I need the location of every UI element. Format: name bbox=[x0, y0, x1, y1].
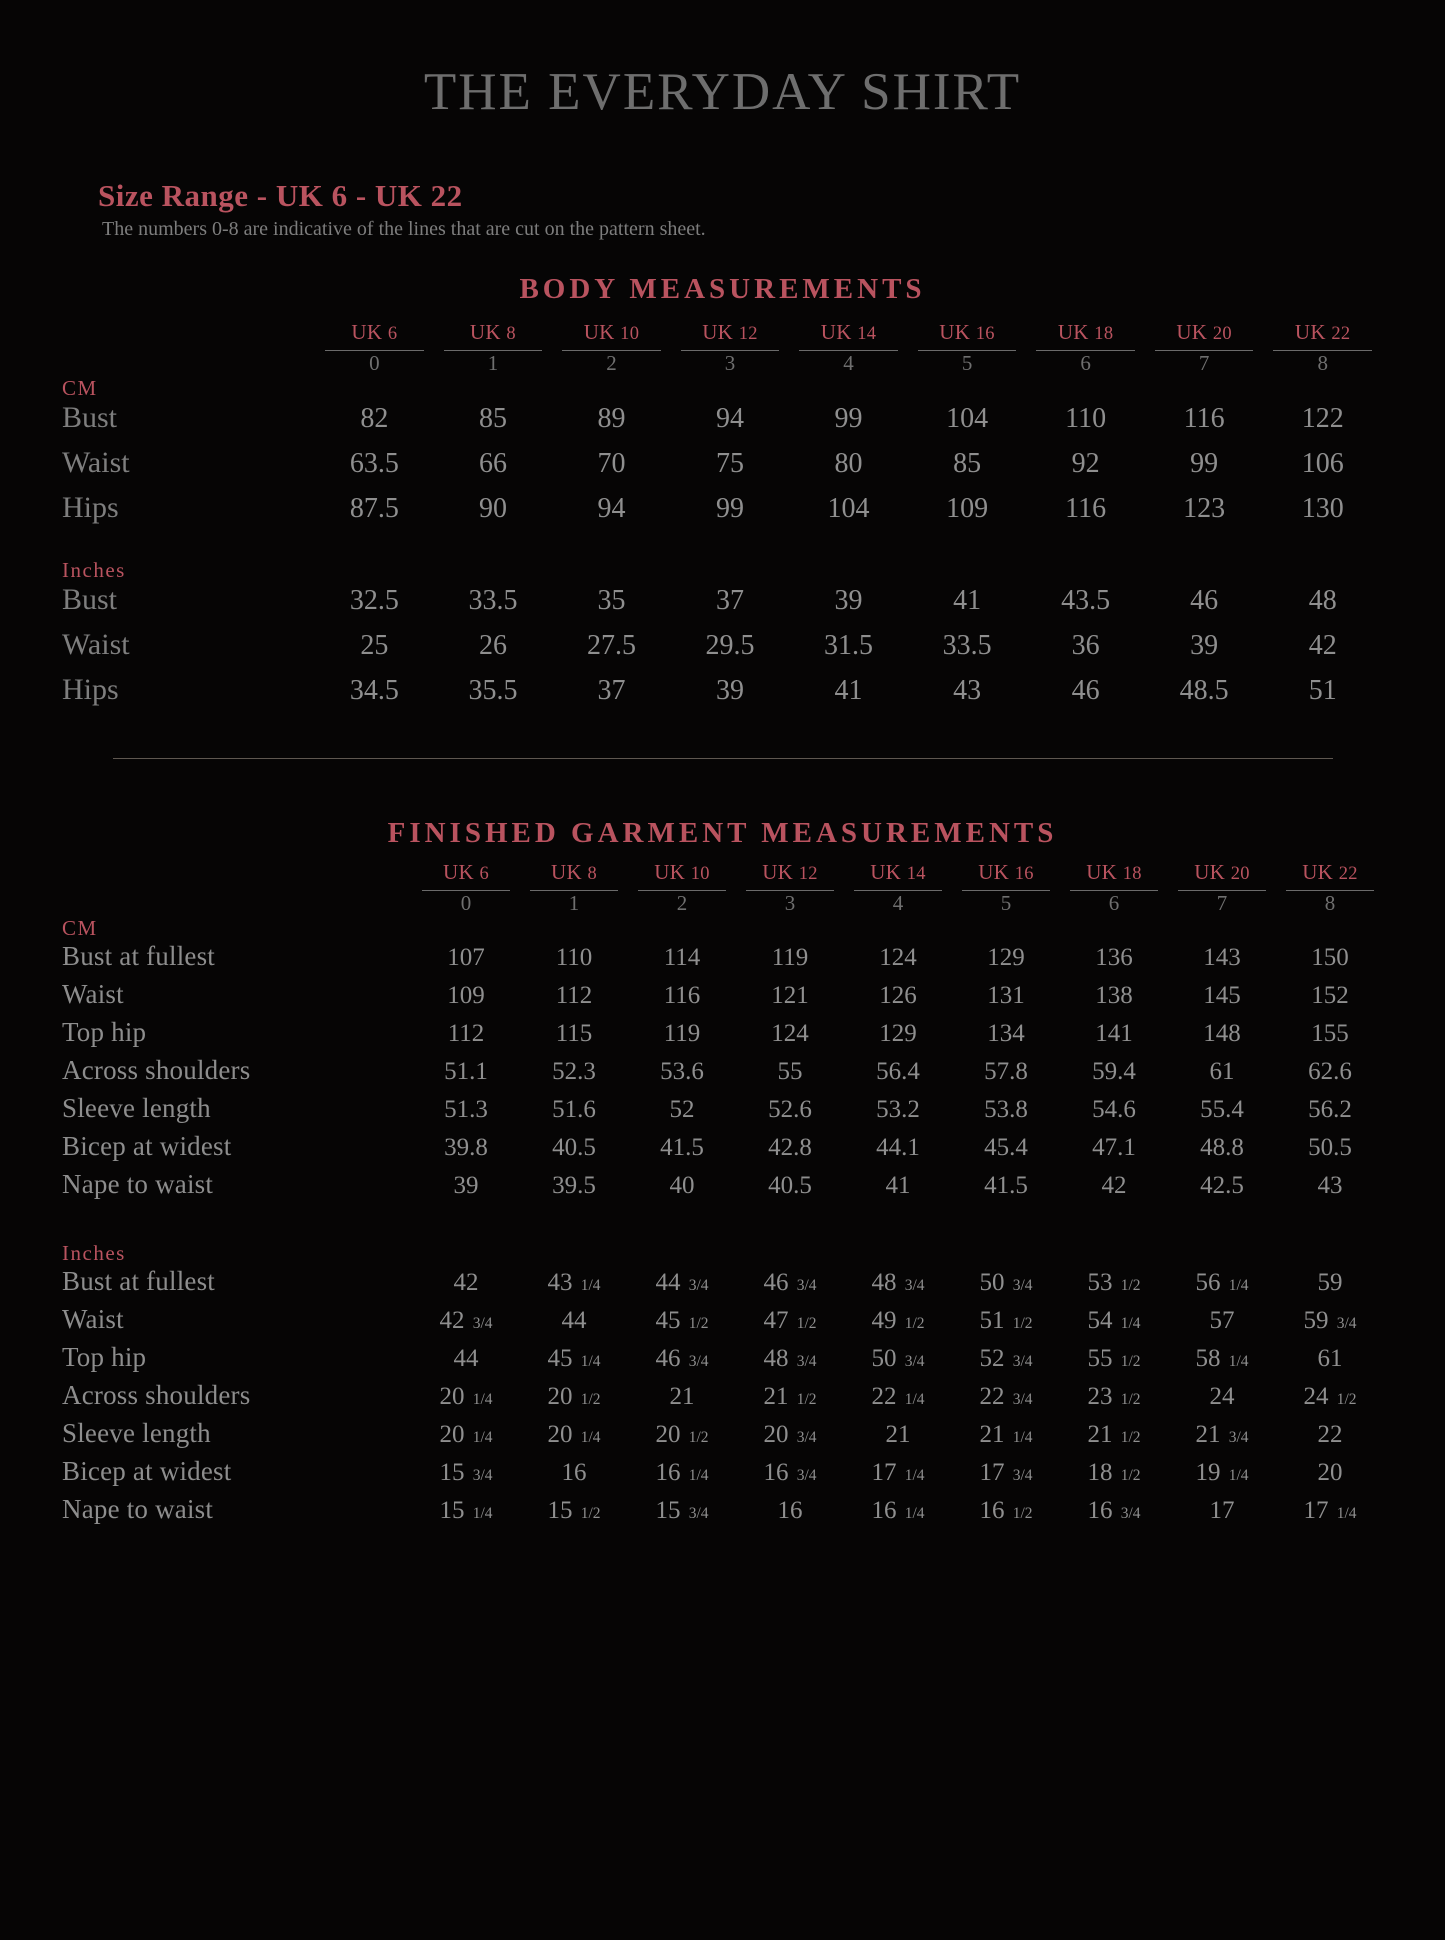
cell-value: 59 3/4 bbox=[1303, 1307, 1357, 1334]
row-label: Bicep at widest bbox=[62, 1456, 232, 1486]
cell-value: 115 bbox=[555, 1020, 593, 1047]
cell-value: 26 bbox=[478, 630, 507, 661]
cell-value: 35.5 bbox=[468, 675, 518, 706]
cell-value: 110 bbox=[1065, 403, 1107, 434]
cell-value: 119 bbox=[663, 1020, 701, 1047]
size-range-heading: Size Range - UK 6 - UK 22 bbox=[98, 178, 463, 213]
line-number-6: 6 bbox=[1080, 351, 1091, 375]
cell-value: 52.6 bbox=[768, 1096, 812, 1123]
cell-value: 17 bbox=[1209, 1497, 1235, 1524]
line-number-2: 2 bbox=[676, 891, 688, 915]
row-label: Sleeve length bbox=[62, 1418, 211, 1448]
cell-value: 89 bbox=[597, 403, 626, 434]
body-measurements-heading: BODY MEASUREMENTS bbox=[519, 273, 926, 305]
row-label: Waist bbox=[62, 1304, 124, 1334]
cell-value: 16 3/4 bbox=[763, 1459, 817, 1486]
row-label: Nape to waist bbox=[62, 1169, 214, 1199]
cell-value: 24 1/2 bbox=[1303, 1383, 1357, 1410]
cell-value: 82 bbox=[360, 403, 389, 434]
cell-value: 43 bbox=[953, 675, 982, 706]
cell-value: 43 1/4 bbox=[547, 1269, 601, 1296]
cell-value: 50 3/4 bbox=[979, 1269, 1033, 1296]
cell-value: 107 bbox=[447, 944, 485, 971]
table-row bbox=[62, 1169, 1384, 1207]
cell-value: 22 1/4 bbox=[871, 1383, 925, 1410]
cell-value: 99 bbox=[834, 403, 863, 434]
column-header-22: UK 22 bbox=[1302, 860, 1358, 884]
cell-value: 43 bbox=[1317, 1172, 1343, 1199]
row-label: Waist bbox=[62, 628, 130, 661]
section-spacer bbox=[62, 536, 1382, 558]
table-row bbox=[62, 583, 1382, 628]
cell-value: 16 bbox=[777, 1497, 803, 1524]
cell-value: 61 bbox=[1317, 1345, 1343, 1372]
cell-value: 42 bbox=[1308, 630, 1337, 661]
cell-value: 21 1/2 bbox=[763, 1383, 817, 1410]
cell-value: 148 bbox=[1203, 1020, 1241, 1047]
cell-value: 99 bbox=[1190, 448, 1219, 479]
row-label: Bust at fullest bbox=[62, 1266, 215, 1296]
line-number-7: 7 bbox=[1216, 891, 1228, 915]
unit-row-inches bbox=[62, 1241, 1384, 1266]
cell-value: 16 1/4 bbox=[871, 1497, 925, 1524]
cell-value: 44 bbox=[453, 1345, 479, 1372]
unit-label-inches: Inches bbox=[62, 1241, 126, 1265]
cell-value: 152 bbox=[1311, 982, 1349, 1009]
header-corner bbox=[62, 320, 315, 345]
cell-value: 39.5 bbox=[552, 1172, 596, 1199]
cell-value: 21 1/4 bbox=[979, 1421, 1033, 1448]
column-header-10: UK 10 bbox=[654, 860, 710, 884]
column-header-8: UK 8 bbox=[469, 320, 516, 344]
line-number-row bbox=[62, 351, 1382, 376]
cell-value: 17 1/4 bbox=[871, 1459, 925, 1486]
cell-value: 46 bbox=[1190, 585, 1219, 616]
cell-value: 124 bbox=[771, 1020, 809, 1047]
table-row bbox=[62, 1266, 1384, 1304]
row-label: Hips bbox=[62, 673, 119, 706]
cell-value: 48.8 bbox=[1200, 1134, 1244, 1161]
cell-value: 39.8 bbox=[444, 1134, 488, 1161]
column-header-20: UK 20 bbox=[1176, 320, 1232, 344]
line-number-4: 4 bbox=[892, 891, 904, 915]
unit-label-cm: CM bbox=[62, 916, 98, 940]
cell-value: 48.5 bbox=[1179, 675, 1229, 706]
size-range-note: The numbers 0-8 are indicative of the lines that are cut on the pattern sheet. bbox=[102, 218, 706, 240]
cell-value: 150 bbox=[1311, 944, 1349, 971]
cell-value: 87.5 bbox=[349, 493, 399, 524]
cell-value: 40.5 bbox=[768, 1172, 812, 1199]
table-row bbox=[62, 491, 1382, 536]
cell-value: 44 bbox=[561, 1307, 587, 1334]
section-spacer bbox=[62, 1207, 1384, 1241]
cell-value: 46 3/4 bbox=[763, 1269, 817, 1296]
cell-value: 99 bbox=[716, 493, 744, 524]
cell-value: 70 bbox=[597, 448, 626, 479]
table-row bbox=[62, 979, 1384, 1017]
cell-value: 85 bbox=[953, 448, 982, 479]
cell-value: 42 bbox=[1101, 1172, 1127, 1199]
cell-value: 24 bbox=[1209, 1383, 1235, 1410]
table-row bbox=[62, 1342, 1384, 1380]
row-label: Hips bbox=[62, 491, 119, 524]
row-label: Sleeve length bbox=[62, 1093, 211, 1123]
cell-value: 51 bbox=[1308, 675, 1337, 706]
finished-garment-body bbox=[62, 860, 1384, 941]
cell-value: 92 bbox=[1071, 448, 1100, 479]
cell-value: 42.5 bbox=[1200, 1172, 1244, 1199]
finished-garment-heading: FINISHED GARMENT MEASUREMENTS bbox=[387, 817, 1058, 849]
cell-value: 104 bbox=[946, 403, 989, 434]
column-header-14: UK 14 bbox=[820, 320, 877, 344]
table-row bbox=[62, 1456, 1384, 1494]
cell-value: 32.5 bbox=[349, 585, 399, 616]
cell-value: 138 bbox=[1095, 982, 1133, 1009]
row-label: Bust at fullest bbox=[62, 941, 215, 971]
cell-value: 109 bbox=[946, 493, 989, 524]
cell-value: 53.8 bbox=[984, 1096, 1028, 1123]
cell-value: 41 bbox=[834, 675, 863, 706]
table-row bbox=[62, 1380, 1384, 1418]
cell-value: 34.5 bbox=[349, 675, 399, 706]
cell-value: 51.6 bbox=[552, 1096, 596, 1123]
row-label: Top hip bbox=[62, 1342, 147, 1372]
column-header-16: UK 16 bbox=[978, 860, 1034, 884]
column-header-row bbox=[62, 320, 1382, 345]
cell-value: 134 bbox=[987, 1020, 1025, 1047]
cell-value: 37 bbox=[716, 585, 744, 616]
cell-value: 31.5 bbox=[824, 630, 874, 661]
cell-value: 112 bbox=[555, 982, 593, 1009]
cell-value: 23 1/2 bbox=[1087, 1383, 1141, 1410]
row-label: Waist bbox=[62, 446, 130, 479]
body-measurements-body bbox=[62, 320, 1382, 401]
cell-value: 40.5 bbox=[552, 1134, 596, 1161]
cell-value: 20 1/4 bbox=[439, 1383, 493, 1410]
cell-value: 54 1/4 bbox=[1087, 1307, 1141, 1334]
row-label: Waist bbox=[62, 979, 124, 1009]
cell-value: 45.4 bbox=[984, 1134, 1028, 1161]
line-number-3: 3 bbox=[784, 891, 796, 915]
cell-value: 35 bbox=[597, 585, 626, 616]
cell-value: 53 1/2 bbox=[1087, 1269, 1141, 1296]
cell-value: 20 3/4 bbox=[763, 1421, 817, 1448]
cell-value: 54.6 bbox=[1092, 1096, 1136, 1123]
line-number-1: 1 bbox=[568, 891, 580, 915]
body-measurements-table bbox=[62, 320, 1382, 718]
cell-value: 15 3/4 bbox=[655, 1497, 709, 1524]
cell-value: 22 3/4 bbox=[979, 1383, 1033, 1410]
cell-value: 39 bbox=[1190, 630, 1219, 661]
cell-value: 15 3/4 bbox=[439, 1459, 493, 1486]
cell-value: 123 bbox=[1183, 493, 1226, 524]
cell-value: 145 bbox=[1203, 982, 1241, 1009]
cell-value: 43.5 bbox=[1061, 585, 1111, 616]
header-corner bbox=[62, 860, 412, 885]
cell-value: 122 bbox=[1301, 403, 1344, 434]
cell-value: 116 bbox=[1065, 493, 1107, 524]
finished-garment-table bbox=[62, 860, 1384, 1532]
cell-value: 45 1/2 bbox=[655, 1307, 709, 1334]
table-row bbox=[62, 673, 1382, 718]
cell-value: 20 bbox=[1317, 1459, 1343, 1486]
cell-value: 50 3/4 bbox=[871, 1345, 925, 1372]
cell-value: 112 bbox=[447, 1020, 485, 1047]
cell-value: 58 1/4 bbox=[1195, 1345, 1249, 1372]
cell-value: 39 bbox=[716, 675, 744, 706]
table-row bbox=[62, 1093, 1384, 1131]
table-row bbox=[62, 1017, 1384, 1055]
column-header-6: UK 6 bbox=[442, 860, 490, 884]
cell-value: 49 1/2 bbox=[871, 1307, 925, 1334]
row-label: Bust bbox=[62, 401, 118, 434]
cell-value: 41 bbox=[953, 585, 982, 616]
line-number-2: 2 bbox=[606, 351, 617, 375]
cell-value: 44 3/4 bbox=[655, 1269, 709, 1296]
cell-value: 47.1 bbox=[1092, 1134, 1136, 1161]
unit-row-cm bbox=[62, 916, 1384, 941]
cell-value: 119 bbox=[771, 944, 809, 971]
row-label: Across shoulders bbox=[62, 1380, 251, 1410]
line-number-7: 7 bbox=[1198, 351, 1210, 375]
cell-value: 94 bbox=[716, 403, 744, 434]
row-label: Across shoulders bbox=[62, 1055, 251, 1085]
cell-value: 109 bbox=[447, 982, 485, 1009]
linenum-corner bbox=[62, 891, 412, 916]
cell-value: 44.1 bbox=[876, 1134, 920, 1161]
cell-value: 33.5 bbox=[468, 585, 518, 616]
row-label: Bust bbox=[62, 583, 118, 616]
cell-value: 47 1/2 bbox=[763, 1307, 817, 1334]
cell-value: 129 bbox=[987, 944, 1025, 971]
page-title: THE EVERYDAY SHIRT bbox=[423, 63, 1022, 121]
cell-value: 126 bbox=[879, 982, 917, 1009]
linenum-corner bbox=[62, 351, 315, 376]
cell-value: 16 bbox=[561, 1459, 587, 1486]
cell-value: 42 3/4 bbox=[439, 1307, 493, 1334]
column-header-12: UK 12 bbox=[702, 320, 758, 344]
table-row bbox=[62, 1131, 1384, 1169]
cell-value: 16 3/4 bbox=[1087, 1497, 1141, 1524]
cell-value: 16 1/4 bbox=[655, 1459, 709, 1486]
cell-value: 53.6 bbox=[660, 1058, 704, 1085]
cell-value: 106 bbox=[1301, 448, 1344, 479]
line-number-1: 1 bbox=[487, 351, 499, 375]
row-label: Nape to waist bbox=[62, 1494, 214, 1524]
line-number-3: 3 bbox=[724, 351, 736, 375]
cell-value: 17 1/4 bbox=[1303, 1497, 1357, 1524]
line-number-row bbox=[62, 891, 1384, 916]
cell-value: 42 bbox=[453, 1269, 479, 1296]
unit-label-cm: CM bbox=[62, 376, 98, 400]
cell-value: 48 bbox=[1308, 585, 1337, 616]
cell-value: 59 bbox=[1317, 1269, 1343, 1296]
cell-value: 155 bbox=[1311, 1020, 1349, 1047]
table-row bbox=[62, 628, 1382, 673]
cell-value: 21 bbox=[669, 1383, 695, 1410]
cell-value: 55.4 bbox=[1200, 1096, 1244, 1123]
table-row bbox=[62, 401, 1382, 446]
column-header-12: UK 12 bbox=[762, 860, 818, 884]
line-number-8: 8 bbox=[1317, 351, 1328, 375]
cell-value: 15 1/2 bbox=[547, 1497, 601, 1524]
size-range-block bbox=[0, 178, 1445, 241]
cell-value: 48 3/4 bbox=[871, 1269, 925, 1296]
cell-value: 27.5 bbox=[586, 630, 636, 661]
line-number-5: 5 bbox=[961, 351, 973, 375]
column-header-16: UK 16 bbox=[939, 320, 995, 344]
column-header-10: UK 10 bbox=[583, 320, 640, 344]
table-row bbox=[62, 446, 1382, 491]
table-row bbox=[62, 1494, 1384, 1532]
cell-value: 57 bbox=[1209, 1307, 1235, 1334]
cell-value: 20 1/4 bbox=[439, 1421, 493, 1448]
cell-value: 55 1/2 bbox=[1087, 1345, 1141, 1372]
cell-value: 116 bbox=[663, 982, 701, 1009]
cell-value: 116 bbox=[1183, 403, 1225, 434]
cell-value: 114 bbox=[663, 944, 701, 971]
unit-row-cm bbox=[62, 376, 1382, 401]
cell-value: 51.1 bbox=[444, 1058, 488, 1085]
cell-value: 15 1/4 bbox=[439, 1497, 493, 1524]
row-label: Top hip bbox=[62, 1017, 147, 1047]
cell-value: 42.8 bbox=[768, 1134, 812, 1161]
unit-row-inches bbox=[62, 558, 1382, 583]
cell-value: 21 3/4 bbox=[1195, 1421, 1249, 1448]
column-header-8: UK 8 bbox=[550, 860, 598, 884]
cell-value: 85 bbox=[478, 403, 507, 434]
cell-value: 55 bbox=[777, 1058, 803, 1085]
cell-value: 21 1/2 bbox=[1087, 1421, 1141, 1448]
line-number-0: 0 bbox=[460, 891, 472, 915]
cell-value: 80 bbox=[834, 448, 863, 479]
line-number-8: 8 bbox=[1324, 891, 1336, 915]
cell-value: 20 1/2 bbox=[655, 1421, 709, 1448]
cell-value: 56 1/4 bbox=[1195, 1269, 1249, 1296]
cell-value: 110 bbox=[555, 944, 593, 971]
column-header-20: UK 20 bbox=[1194, 860, 1250, 884]
cell-value: 25 bbox=[360, 630, 389, 661]
cell-value: 141 bbox=[1095, 1020, 1133, 1047]
section-divider bbox=[113, 758, 1333, 759]
table-row bbox=[62, 941, 1384, 979]
cell-value: 53.2 bbox=[876, 1096, 920, 1123]
column-header-14: UK 14 bbox=[870, 860, 926, 884]
cell-value: 129 bbox=[879, 1020, 917, 1047]
cell-value: 17 3/4 bbox=[979, 1459, 1033, 1486]
cell-value: 131 bbox=[987, 982, 1025, 1009]
cell-value: 59.4 bbox=[1092, 1058, 1136, 1085]
cell-value: 36 bbox=[1071, 630, 1100, 661]
cell-value: 124 bbox=[879, 944, 917, 971]
cell-value: 104 bbox=[827, 493, 870, 524]
cell-value: 90 bbox=[478, 493, 507, 524]
cell-value: 37 bbox=[597, 675, 626, 706]
cell-value: 52 3/4 bbox=[979, 1345, 1033, 1372]
line-number-4: 4 bbox=[843, 351, 854, 375]
column-header-18: UK 18 bbox=[1086, 860, 1142, 884]
cell-value: 94 bbox=[597, 493, 626, 524]
cell-value: 20 1/2 bbox=[547, 1383, 601, 1410]
cell-value: 41.5 bbox=[984, 1172, 1028, 1199]
cell-value: 50.5 bbox=[1308, 1134, 1352, 1161]
cell-value: 51.3 bbox=[444, 1096, 488, 1123]
cell-value: 46 bbox=[1071, 675, 1100, 706]
cell-value: 18 1/2 bbox=[1087, 1459, 1141, 1486]
column-header-18: UK 18 bbox=[1057, 320, 1114, 344]
cell-value: 75 bbox=[716, 448, 744, 479]
cell-value: 16 1/2 bbox=[979, 1497, 1033, 1524]
cell-value: 63.5 bbox=[349, 448, 399, 479]
table-row bbox=[62, 1418, 1384, 1456]
column-header-6: UK 6 bbox=[351, 320, 398, 344]
cell-value: 40 bbox=[669, 1172, 695, 1199]
line-number-5: 5 bbox=[1000, 891, 1012, 915]
table-row bbox=[62, 1304, 1384, 1342]
cell-value: 61 bbox=[1209, 1058, 1235, 1085]
column-header-22: UK 22 bbox=[1294, 320, 1351, 344]
cell-value: 41 bbox=[885, 1172, 911, 1199]
cell-value: 41.5 bbox=[660, 1134, 704, 1161]
table-row bbox=[62, 1055, 1384, 1093]
column-header-row bbox=[62, 860, 1384, 885]
cell-value: 143 bbox=[1203, 944, 1241, 971]
line-number-0: 0 bbox=[369, 351, 380, 375]
cell-value: 48 3/4 bbox=[763, 1345, 817, 1372]
cell-value: 39 bbox=[834, 585, 863, 616]
cell-value: 22 bbox=[1317, 1421, 1343, 1448]
cell-value: 52.3 bbox=[552, 1058, 596, 1085]
cell-value: 45 1/4 bbox=[547, 1345, 601, 1372]
cell-value: 33.5 bbox=[942, 630, 992, 661]
cell-value: 51 1/2 bbox=[979, 1307, 1033, 1334]
cell-value: 29.5 bbox=[705, 630, 755, 661]
unit-label-inches: Inches bbox=[62, 558, 126, 582]
cell-value: 62.6 bbox=[1308, 1058, 1352, 1085]
cell-value: 121 bbox=[771, 982, 809, 1009]
cell-value: 57.8 bbox=[984, 1058, 1028, 1085]
cell-value: 130 bbox=[1301, 493, 1344, 524]
cell-value: 46 3/4 bbox=[655, 1345, 709, 1372]
cell-value: 39 bbox=[453, 1172, 479, 1199]
row-label: Bicep at widest bbox=[62, 1131, 232, 1161]
finished-garment-section bbox=[0, 817, 1445, 1532]
cell-value: 56.4 bbox=[876, 1058, 920, 1085]
cell-value: 136 bbox=[1095, 944, 1133, 971]
line-number-6: 6 bbox=[1108, 891, 1120, 915]
cell-value: 20 1/4 bbox=[547, 1421, 601, 1448]
cell-value: 52 bbox=[669, 1096, 695, 1123]
cell-value: 66 bbox=[478, 448, 507, 479]
cell-value: 56.2 bbox=[1308, 1096, 1352, 1123]
cell-value: 21 bbox=[885, 1421, 911, 1448]
cell-value: 19 1/4 bbox=[1195, 1459, 1249, 1486]
